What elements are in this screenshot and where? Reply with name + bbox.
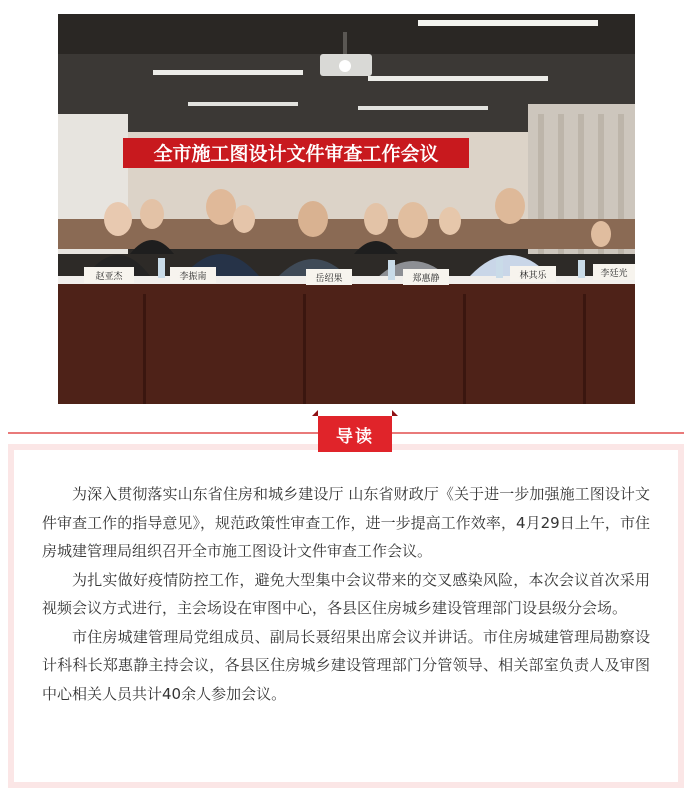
nameplate-6: 李廷光: [600, 269, 628, 279]
article-box: [8, 444, 684, 788]
article-paragraph-2: 为扎实做好疫情防控工作，避免大型集中会议带来的交叉感染风险，本次会议首次采用视频会议方式进行，主会场设在审图中心，各县区住房城乡建设管理部门设县级分会场。: [42, 570, 650, 617]
article-paragraph-1: 为深入贯彻落实山东省住房和城乡建设厅 山东省财政厅《关于进一步加强施工图设计文件审查工作的指导意见》，规范政策性审查工作，进一步提高工作效率，4月29日上午，市住房城建管理局组织召开全市施工图设计文件审查工作会议。: [42, 485, 650, 560]
nameplate-3: 岳绍果: [315, 274, 343, 284]
nameplate-2: 李振南: [179, 272, 207, 282]
section-tag: [318, 416, 392, 452]
article-body: [14, 450, 678, 782]
article-paragraph-3: 市住房城建管理局党组成员、副局长聂绍果出席会议并讲话。市住房城建管理局勘察设计科科长郑惠静主持会议，各县区住房城乡建设管理部门分管领导、相关部室负责人及审图中心相关人员共计40余人参加会议。: [42, 627, 650, 703]
tag-fold-right: [392, 410, 398, 416]
banner-text: 全市施工图设计文件审查工作会议: [153, 143, 439, 165]
meeting-photo: [58, 14, 635, 404]
nameplate-1: 赵亚杰: [95, 272, 123, 282]
nameplate-5: 林其乐: [519, 271, 547, 281]
nameplate-4: 郑惠静: [412, 274, 440, 284]
section-tag-label: 导读: [336, 426, 374, 447]
